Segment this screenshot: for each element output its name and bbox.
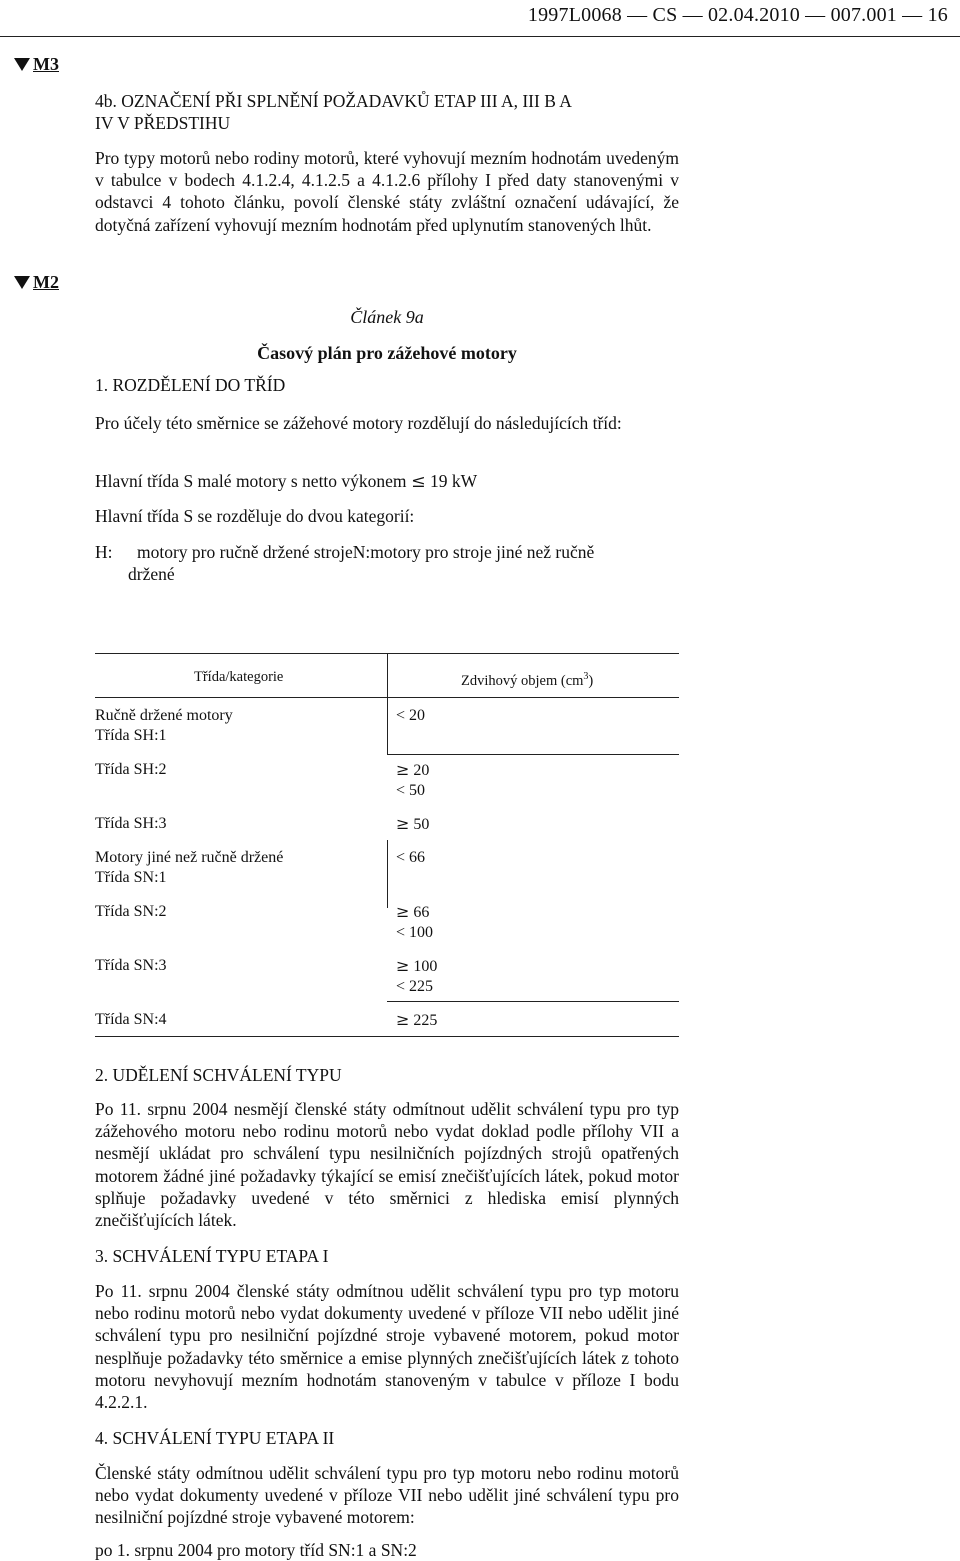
row-volume-value: 50 [413,816,430,833]
row-volume [396,956,437,997]
table-row [95,902,167,922]
header-volume-text: Zdvihový objem (cm [461,672,584,689]
row-volume [396,848,425,868]
table-column-divider [387,840,388,908]
section-4b-heading-line2: IV V PŘEDSTIHU [95,113,231,133]
section-1-heading: 1. ROZDĚLENÍ DO TŘÍD [95,375,286,395]
table-header-class: Třída/kategorie [194,669,284,685]
row-volume [396,1010,437,1031]
table-column-divider [387,653,388,754]
table-bottom-rule [95,1036,679,1037]
article-title: Článek 9a [350,307,424,327]
table-sub-rule [387,754,679,755]
greater-or-equal-symbol: ≥ [396,760,410,779]
triangle-down-icon [14,276,30,289]
main-class-power: 19 kW [429,471,478,491]
row-volume-upper: < 50 [396,782,426,799]
row-volume-value: < 66 [396,849,426,866]
section-2-text: Po 11. srpnu 2004 nesmějí členské státy odmítnout udělit schválení typu pro typ zážehového motoru nebo rodinu motorů nebo vydat doklad podle přílohy VII a nesmějí ukládat pro schválení typu nesilničních pojízdných strojů opatřených motorem žádné jiné požadavky týkající se emisí znečišťujících látek, pokud motor splňuje požadavky uvedené v této směrnici z hlediska emisí plynných znečišťujících látek. [95,1099,679,1231]
row-class-label: Ručně držené motory [95,707,233,724]
greater-or-equal-symbol: ≥ [396,814,410,833]
section-3-heading: 3. SCHVÁLENÍ TYPU ETAPA I [95,1246,329,1266]
greater-or-equal-symbol: ≥ [396,902,410,921]
row-volume [396,902,433,943]
row-volume [396,706,425,726]
section-4-heading: 4. SCHVÁLENÍ TYPU ETAPA II [95,1428,335,1448]
amendment-marker-m3[interactable] [14,54,59,75]
table-sub-rule [387,1001,679,1002]
section-1-main-class [95,470,679,493]
row-class-label: Třída SH:3 [95,815,167,832]
header-volume-sup: 3 [583,671,589,682]
row-volume-value: 20 [413,762,430,779]
row-volume-value: < 20 [396,707,426,724]
row-volume [396,814,429,835]
section-1-categories: Hlavní třída S se rozděluje do dvou kategorií: [95,506,415,526]
row-class-sublabel: Třída SN:1 [95,869,167,886]
marker-label: M2 [33,272,59,292]
row-volume-upper: < 100 [396,924,434,941]
section-2-heading: 2. UDĚLENÍ SCHVÁLENÍ TYPU [95,1065,342,1085]
section-4-item: po 1. srpnu 2004 pro motory tříd SN:1 a SN:2 [95,1540,417,1560]
article-subtitle: Časový plán pro zážehové motory [257,343,517,363]
section-3-text: Po 11. srpnu 2004 členské státy odmítnou udělit schválení typu pro typ motoru nebo rodinu motorů nebo vydat dokumenty uvedené v příloze VII nebo udělit jiné schválení typu pro nesilniční pojízdné stroje vybavené motorem, pokud motor nesplňuje požadavky této směrnice a emise plynných znečišťujících látek z tohoto motoru nevyhovují mezním hodnotám stanoveným v tabulce v příloze I bodu 4.2.2.1. [95,1281,679,1413]
row-volume-upper: < 225 [396,978,434,995]
row-class-label: Třída SH:2 [95,761,167,778]
row-class-label: Třída SN:2 [95,903,167,920]
section-4b-text: Pro typy motorů nebo rodiny motorů, které vyhovují mezním hodnotám uvedeným v tabulce v bodech 4.1.2.4, 4.1.2.5 a 4.1.2.6 přílohy I před daty stanovenými v odstavci 4 tohoto článku, povolí členské státy zvláštní označení udávající, že dotyčná zařízení vyhovují mezním hodnotám před uplynutím stanovených lhůt. [95,148,679,235]
row-volume-value: 100 [413,958,438,975]
header-divider [0,36,960,37]
category-h-label: H: [95,542,113,562]
header-volume-close: ) [588,672,594,689]
row-class-label: Třída SN:4 [95,1011,167,1028]
greater-or-equal-symbol: ≥ [396,956,410,975]
amendment-marker-m2[interactable] [14,272,59,293]
row-volume-value: 225 [413,1012,438,1029]
section-4b-heading-line1: 4b. OZNAČENÍ PŘI SPLNĚNÍ POŽADAVKŮ ETAP III A, III B A [95,91,572,111]
section-4-text: Členské státy odmítnou udělit schválení typu pro typ motoru nebo rodinu motorů nebo vydat dokumenty uvedené v příloze VII nebo udělit jiné schválení typu pro nesilniční pojízdné stroje vybavené motorem: [95,1463,679,1528]
table-row [95,1010,167,1030]
greater-or-equal-symbol: ≥ [396,1010,410,1029]
row-volume [396,760,429,801]
row-volume-value: 66 [413,904,430,921]
category-h-text-line1: motory pro ručně držené strojeN:motory pro stroje jiné než ručně [137,542,595,562]
category-h-text-line2: držené [128,564,175,584]
table-row [95,706,233,746]
table-row [95,956,167,976]
table-row [95,760,167,780]
main-class-text: Hlavní třída S malé motory s netto výkonem [95,471,407,491]
section-1-paragraph: Pro účely této směrnice se zážehové motory rozdělují do následujících tříd: [95,413,622,433]
row-class-label: Motory jiné než ručně držené [95,849,284,866]
row-class-label: Třída SN:3 [95,957,167,974]
document-reference: 1997L0068 — CS — 02.04.2010 — 007.001 — 16 [527,4,948,26]
table-row [95,848,283,888]
marker-label: M3 [33,54,59,74]
table-header-volume [461,667,593,691]
less-or-equal-symbol: ≤ [410,472,426,492]
row-class-sublabel: Třída SH:1 [95,727,167,744]
triangle-down-icon [14,58,30,71]
table-row [95,814,167,834]
